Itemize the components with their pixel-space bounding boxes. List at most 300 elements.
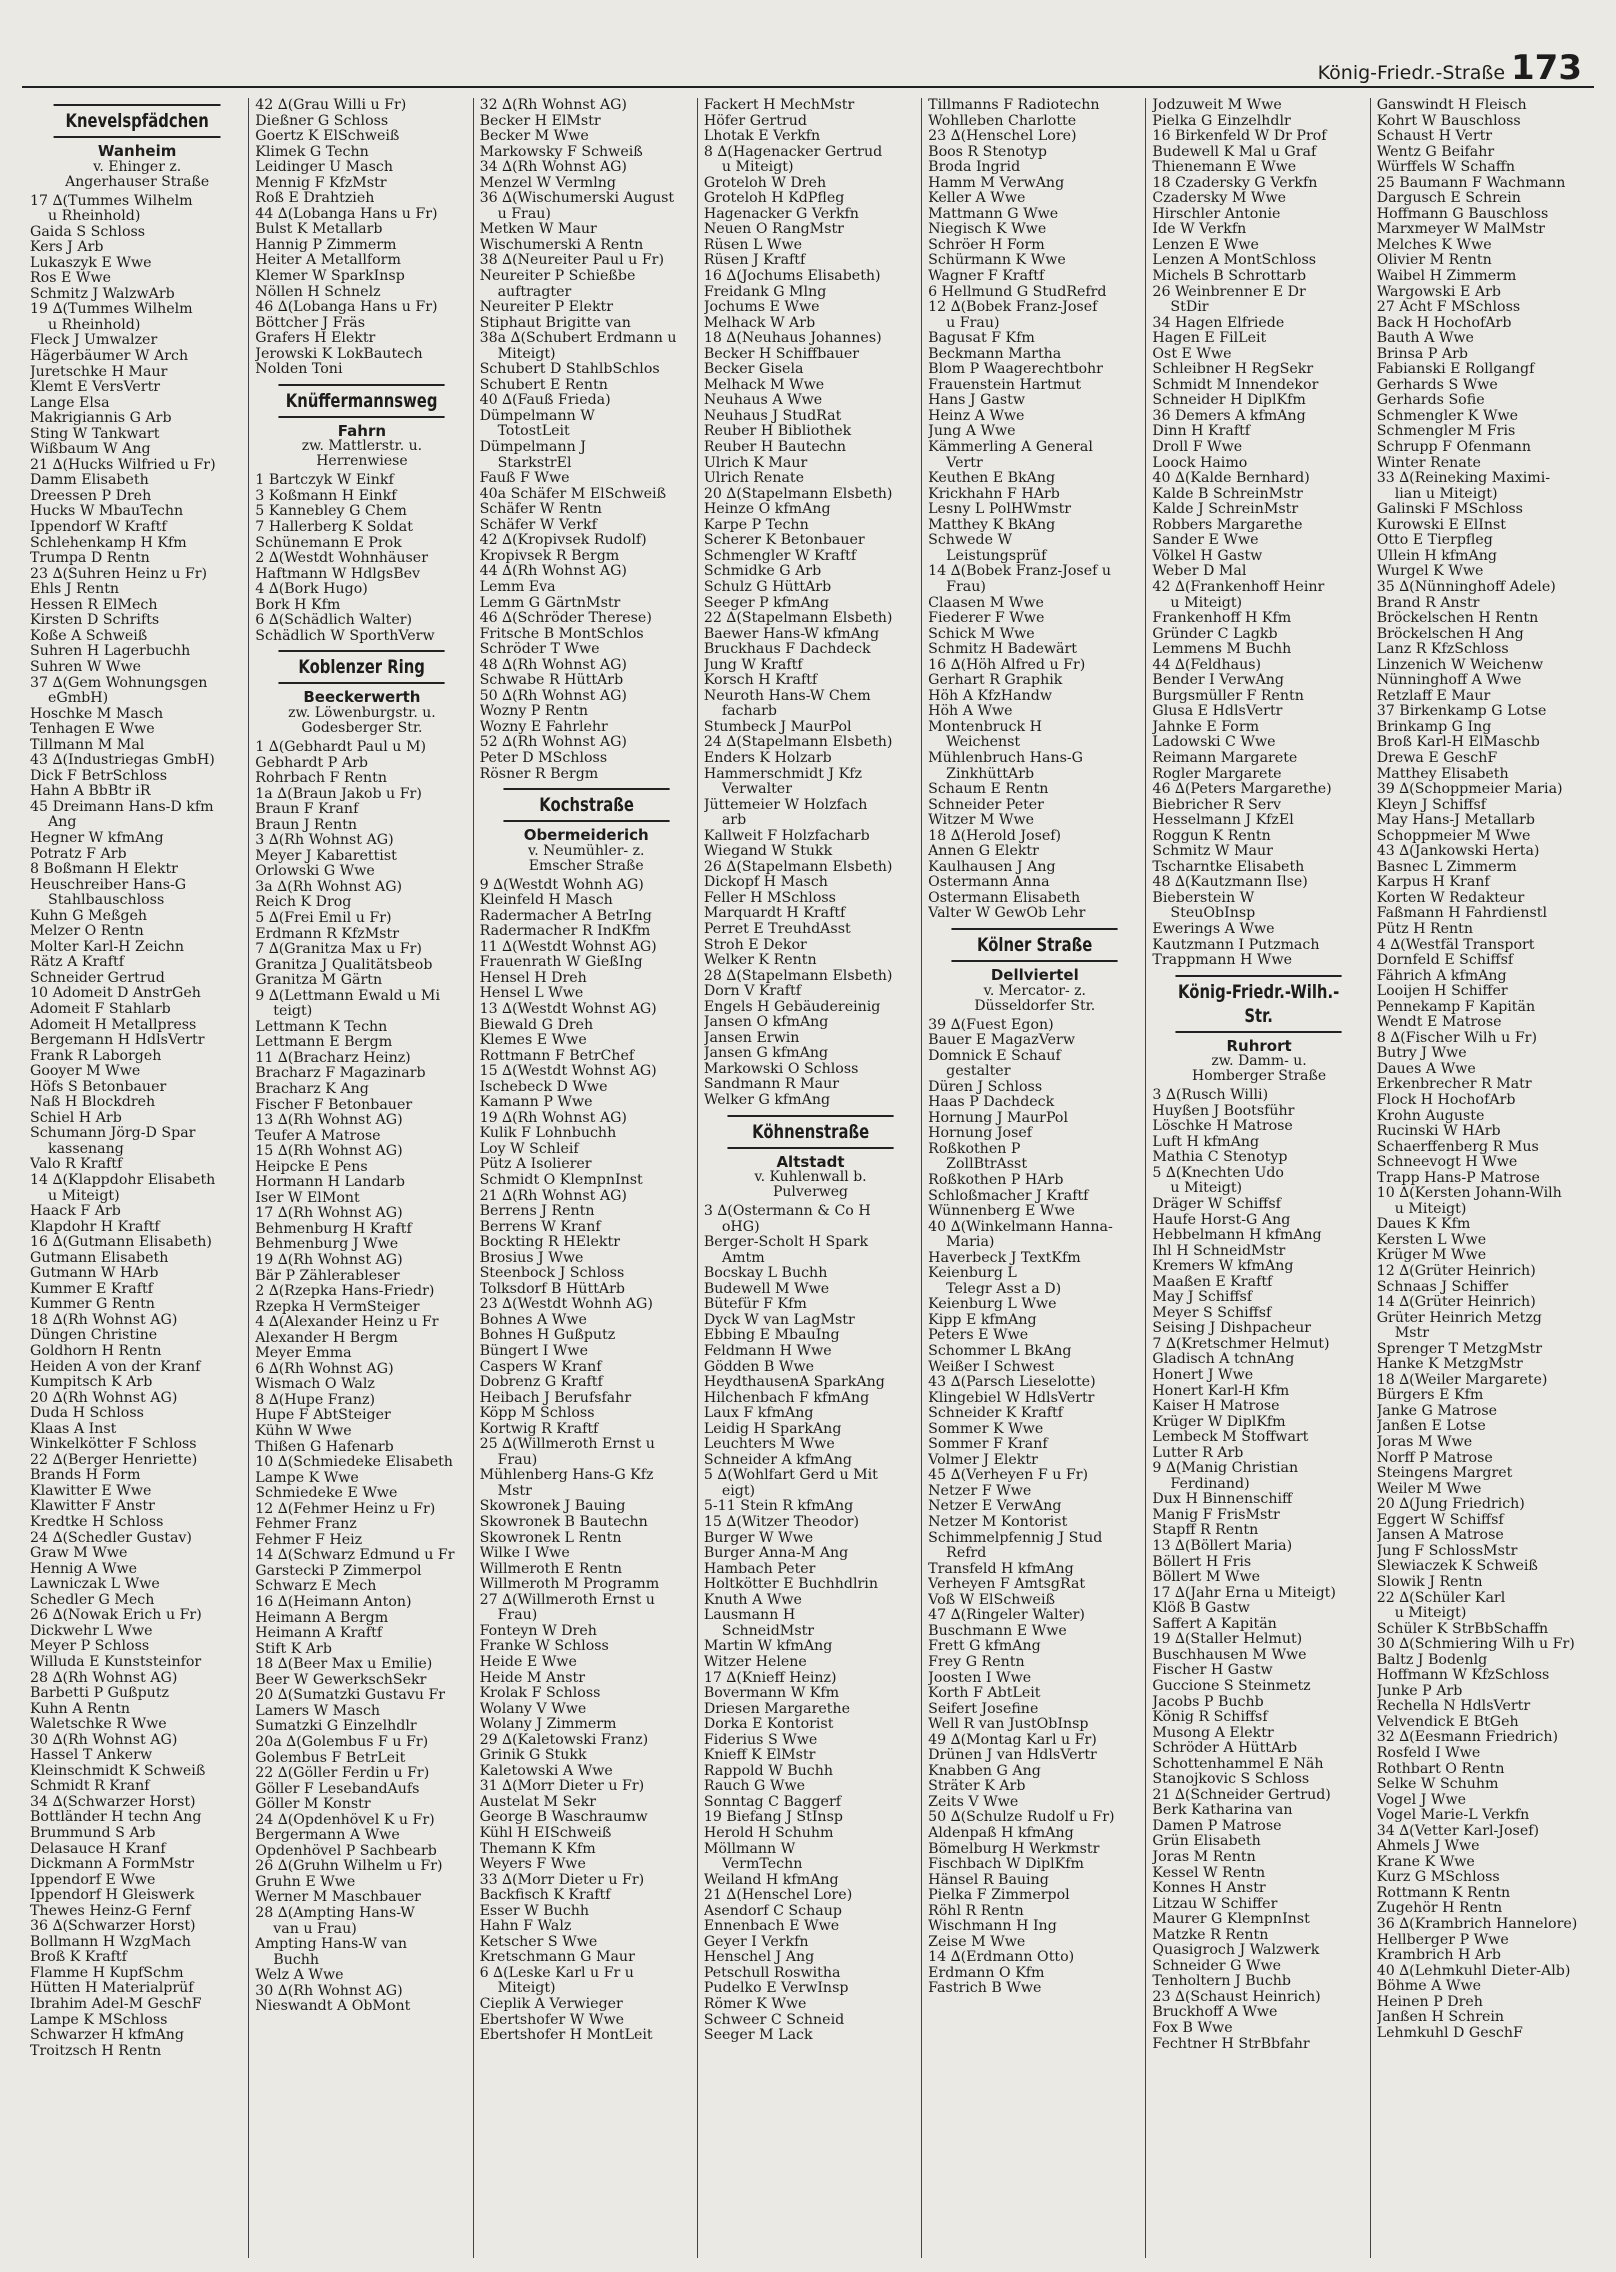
- directory-entry: Seifert Josefine: [928, 1701, 1039, 1717]
- directory-entry: Barbetti P Gußputz: [30, 1686, 169, 1702]
- directory-entry: Tillmann M Mal: [30, 737, 145, 753]
- directory-entry: Ahmels J Wwe: [1376, 1839, 1480, 1855]
- directory-entry: 28 ∆(Ampting Hans-W: [255, 1905, 415, 1921]
- directory-entry: Bröckelschen H Rentn: [1376, 611, 1539, 627]
- directory-entry: Römer K Wwe: [703, 1996, 807, 2012]
- directory-entry: Broda Ingrid: [928, 160, 1021, 176]
- directory-entry: Bieberstein W: [1152, 890, 1255, 906]
- street-name: Knevelspfädchen: [54, 104, 221, 138]
- directory-entry: Willmeroth M Programm: [479, 1577, 660, 1593]
- street-range: Herrenwiese: [316, 453, 408, 470]
- directory-entry: Fehmer F Heiz: [255, 1532, 363, 1548]
- directory-entry: Berger-Scholt H Spark: [703, 1235, 869, 1251]
- directory-entry: 47 ∆(Ringeler Walter): [928, 1608, 1085, 1624]
- directory-entry: 16 ∆(Jochums Elisabeth): [703, 269, 881, 285]
- directory-entry: Skowronek J Bauing: [479, 1499, 626, 1515]
- directory-entry: Rogler Margarete: [1152, 766, 1282, 782]
- directory-entry: Rappold W Buchh: [703, 1763, 834, 1779]
- directory-entry: Kremers W kfmAng: [1152, 1259, 1294, 1275]
- directory-entry: Amtm: [721, 1250, 765, 1266]
- directory-entry: Kühl H EISchweiß: [479, 1825, 612, 1841]
- directory-entry: Bergermann A Wwe: [255, 1828, 400, 1844]
- directory-entry: 21 ∆(Schneider Gertrud): [1152, 1787, 1331, 1803]
- directory-entry: Grün Elisabeth: [1152, 1834, 1261, 1850]
- directory-entry: Bockting R HElektr: [479, 1235, 620, 1251]
- directory-entry: Bömelburg H Werkmstr: [928, 1841, 1100, 1857]
- directory-entry: Lesny L PolHWmstr: [928, 502, 1072, 518]
- directory-entry: Graw M Wwe: [30, 1546, 128, 1562]
- directory-entry: Behmenburg H Kraftf: [255, 1221, 412, 1237]
- directory-entry: 52 ∆(Rh Wohnst AG): [479, 735, 627, 751]
- directory-entry: Schünemann E Prok: [255, 535, 402, 551]
- directory-entry: Wargowski E Arb: [1376, 284, 1501, 300]
- directory-entry: 8 ∆(Hupe Franz): [255, 1392, 375, 1408]
- directory-entry: Groteloh H KdPfleg: [703, 191, 845, 207]
- directory-entry: 33 ∆(Morr Dieter u Fr): [479, 1872, 645, 1888]
- directory-entry: 42 ∆(Grau Willi u Fr): [255, 98, 407, 113]
- directory-entry: Ennenbach E Wwe: [703, 1919, 840, 1935]
- directory-entry: Korten W Redakteur: [1376, 890, 1525, 906]
- directory-entry: Klingebiel W HdlsVertr: [928, 1390, 1095, 1406]
- directory-entry: Feldmann H Wwe: [703, 1344, 832, 1360]
- directory-entry: Dornfeld E Schiffsf: [1376, 953, 1514, 969]
- directory-entry: Fonteyn W Dreh: [479, 1623, 597, 1639]
- directory-entry: Damm Elisabeth: [30, 473, 149, 489]
- directory-entry: StarkstrEl: [497, 455, 572, 471]
- street-heading: [480, 788, 693, 874]
- directory-entry: Schneevogt H Wwe: [1376, 1155, 1518, 1171]
- directory-entry: Konnes H Anstr: [1152, 1881, 1266, 1897]
- directory-entry: Neuhaus J StudRat: [703, 408, 842, 424]
- directory-entry: 5 Kannebley G Chem: [255, 504, 407, 520]
- directory-entry: Krohn Auguste: [1376, 1108, 1485, 1124]
- directory-entry: Troitzsch H Rentn: [30, 2043, 162, 2059]
- directory-entry: 5 ∆(Knechten Udo: [1152, 1165, 1284, 1181]
- directory-entry: Pudelko E VerwInsp: [703, 1981, 849, 1997]
- directory-entry: Haas P Dachdeck: [928, 1095, 1055, 1111]
- directory-entry: Gaida S Schloss: [30, 224, 146, 240]
- directory-entry: Knieff K ElMstr: [703, 1748, 816, 1764]
- directory-entry: Wischumerski A Rentn: [479, 237, 644, 253]
- directory-entry: Hahn A BbBtr iR: [30, 784, 151, 800]
- directory-entry: Sandmann R Maur: [703, 1077, 840, 1093]
- directory-entry: Pütz H Rentn: [1376, 921, 1474, 937]
- directory-entry: Höh A Wwe: [928, 704, 1013, 720]
- street-name: Knüffermannsweg: [279, 384, 445, 418]
- directory-entry: Radermacher R IndKfm: [479, 924, 651, 940]
- directory-entry: Ide W Verkfn: [1152, 222, 1247, 238]
- directory-entry: Ostermann Anna: [928, 875, 1050, 891]
- directory-entry: Blom P Waagerechtbohr: [928, 362, 1103, 378]
- directory-entry: 19 ∆(Tummes Wilhelm: [30, 302, 193, 318]
- directory-entry: Joosten I Wwe: [928, 1670, 1032, 1686]
- directory-entry: Hilchenbach F kfmAng: [703, 1390, 870, 1406]
- directory-entry: Göller M Konstr: [255, 1797, 371, 1813]
- directory-entry: Reich K Drog: [255, 895, 352, 911]
- directory-entry: Trapp Hans-P Matrose: [1376, 1170, 1540, 1186]
- directory-entry: Willmeroth E Rentn: [479, 1561, 622, 1577]
- directory-entry: Rosfeld I Wwe: [1376, 1745, 1481, 1761]
- directory-entry: oHG): [721, 1219, 760, 1235]
- directory-entry: Lausmann H: [703, 1608, 796, 1624]
- directory-entry: Erdmann O Kfm: [928, 1965, 1045, 1981]
- directory-entry: Weiland H kfmAng: [703, 1872, 839, 1888]
- directory-entry: Schnaas J Schiffer: [1376, 1279, 1509, 1295]
- directory-entry: 2 ∆(Rzepka Hans-Friedr): [255, 1284, 435, 1300]
- directory-entry: Hänsel R Bauing: [928, 1872, 1049, 1888]
- directory-entry: Kersten L Wwe: [1376, 1232, 1487, 1248]
- directory-entry: Frau): [497, 1452, 538, 1468]
- directory-entry: Lembeck M Stoffwart: [1152, 1430, 1309, 1446]
- directory-entry: Bürgers E Kfm: [1376, 1388, 1484, 1404]
- directory-entry: Jansen G kfmAng: [703, 1046, 829, 1062]
- directory-entry: 6 ∆(Rh Wohnst AG): [255, 1361, 394, 1377]
- directory-entry: Dux H Binnenschiff: [1152, 1492, 1293, 1508]
- directory-entry: 44 ∆(Feldhaus): [1152, 657, 1262, 673]
- directory-entry: arb: [721, 813, 747, 829]
- directory-entry: Teufer A Matrose: [255, 1128, 381, 1144]
- directory-entry: Drewa E GeschF: [1376, 750, 1498, 766]
- directory-entry: 18 ∆(Herold Josef): [928, 828, 1062, 844]
- directory-entry: Czadersky M Wwe: [1152, 191, 1287, 207]
- directory-entry: 18 ∆(Beer Max u Emilie): [255, 1657, 433, 1673]
- directory-entry: Mstr: [1394, 1326, 1429, 1342]
- directory-entry: Dümpelmann J: [479, 440, 586, 456]
- directory-entry: Netzer E VerwAng: [928, 1499, 1062, 1515]
- directory-entry: 9 ∆(Lettmann Ewald u Mi: [255, 988, 440, 1004]
- directory-entry: Schneider G Wwe: [1152, 1958, 1282, 1974]
- directory-entry: 6 ∆(Schädlich Walter): [255, 613, 413, 629]
- directory-entry: 43 ∆(Parsch Lieselotte): [928, 1375, 1096, 1391]
- directory-entry: 20a ∆(Golembus F u Fr): [255, 1734, 429, 1750]
- directory-column: [697, 98, 921, 2258]
- directory-entry: Dickopf H Masch: [703, 875, 828, 891]
- directory-entry: Kumpitsch K Arb: [30, 1375, 153, 1391]
- directory-entry: Hornung Josef: [928, 1126, 1032, 1142]
- directory-entry: Maaßen E Kraftf: [1152, 1274, 1273, 1290]
- directory-entry: Trumpa D Rentn: [30, 551, 150, 567]
- directory-entry: gestalter: [946, 1064, 1011, 1080]
- street-range: Homberger Straße: [1191, 1068, 1327, 1085]
- directory-entry: Matzke R Rentn: [1152, 1927, 1269, 1943]
- directory-entry: 4 ∆(Westfäl Transport: [1376, 937, 1535, 953]
- directory-entry: Jansen O kfmAng: [703, 1015, 829, 1031]
- directory-entry: 23 ∆(Schaust Heinrich): [1152, 1989, 1321, 2005]
- directory-entry: Maria): [946, 1235, 995, 1251]
- directory-entry: Kämmerling A General: [928, 440, 1093, 456]
- directory-entry: Schubert D StahlbSchlos: [479, 362, 660, 378]
- directory-entry: Back H HochofArb: [1376, 315, 1512, 331]
- directory-entry: Leidinger U Masch: [255, 160, 393, 176]
- directory-entry: Hagenacker G Verkfn: [703, 206, 859, 222]
- directory-entry: Kummer E Kraftf: [30, 1281, 153, 1297]
- directory-entry: Backfisch K Kraftf: [479, 1888, 611, 1904]
- directory-entry: Dick F BetrSchloss: [30, 768, 168, 784]
- directory-entry: Franke W Schloss: [479, 1639, 609, 1655]
- directory-entry: Heuschreiber Hans-G: [30, 877, 187, 893]
- directory-entry: Petschull Roswitha: [703, 1965, 841, 1981]
- directory-entry: Fiederer F Wwe: [928, 611, 1045, 627]
- directory-entry: Hensel H Dreh: [479, 970, 587, 986]
- directory-entry: Rüsen L Wwe: [703, 237, 803, 253]
- directory-entry: Martin W kfmAng: [703, 1639, 833, 1655]
- directory-entry: Bovermann W Kfm: [703, 1686, 840, 1702]
- directory-entry: u Miteigt): [1170, 595, 1243, 611]
- directory-entry: 25 ∆(Willmeroth Ernst u: [479, 1437, 655, 1453]
- directory-entry: Goldhorn H Rentn: [30, 1344, 162, 1360]
- street-name: Kochstraße: [503, 788, 669, 822]
- directory-entry: Schneider Peter: [928, 797, 1044, 813]
- directory-entry: Kallweit F Holzfacharb: [703, 828, 870, 844]
- directory-entry: Rzepka H VermSteiger: [255, 1299, 420, 1315]
- district-name: Ruhrort: [1226, 1036, 1292, 1055]
- directory-entry: Schloßmacher J Kraftf: [928, 1188, 1089, 1204]
- directory-entry: Haftmann W HdlgsBev: [255, 566, 421, 582]
- directory-entry: Bender I VerwAng: [1152, 673, 1284, 689]
- directory-entry: Holtkötter E Buchhdlrin: [703, 1577, 878, 1593]
- directory-entry: Pennekamp F Kapitän: [1376, 999, 1536, 1015]
- directory-entry: Alexander H Bergm: [255, 1330, 398, 1346]
- directory-entry: Fechtner H StrBbfahr: [1152, 2036, 1310, 2052]
- directory-entry: 3a ∆(Rh Wohnst AG): [255, 879, 403, 895]
- directory-entry: Themann K Kfm: [479, 1841, 596, 1857]
- directory-entry: Refrd: [946, 1546, 987, 1562]
- directory-entry: Frau): [946, 579, 986, 595]
- directory-entry: 35 ∆(Nünninghoff Adele): [1376, 579, 1556, 595]
- directory-entry: Ippendorf E Wwe: [30, 1872, 156, 1888]
- street-range: Pulverweg: [772, 1184, 848, 1201]
- directory-entry: Bocskay L Buchh: [703, 1266, 828, 1282]
- directory-entry: 14 ∆(Schwarz Edmund u Fr: [255, 1548, 455, 1564]
- directory-entry: 20 ∆(Jung Friedrich): [1376, 1497, 1525, 1513]
- directory-entry: Schaerffenberg R Mus: [1376, 1139, 1539, 1155]
- directory-entry: 26 ∆(Gruhn Wilhelm u Fr): [255, 1859, 443, 1875]
- directory-entry: Bork H Kfm: [255, 597, 341, 613]
- directory-entry: Pielka G Einzelhdlr: [1152, 113, 1291, 129]
- directory-entry: u Rheinhold): [48, 209, 141, 225]
- directory-entry: Schädlich W SporthVerw: [255, 628, 435, 644]
- directory-entry: Hammerschmidt J Kfz: [703, 766, 862, 782]
- directory-entry: Gutmann Elisabeth: [30, 1250, 169, 1266]
- directory-entry: Miteigt): [497, 346, 556, 362]
- directory-entry: Brosius J Wwe: [479, 1250, 584, 1266]
- directory-entry: Schürmann K Wwe: [928, 253, 1066, 269]
- directory-entry: Böttcher J Fräs: [255, 315, 365, 331]
- directory-entry: Böllert M Wwe: [1152, 1570, 1261, 1586]
- directory-entry: Sting W Tankwart: [30, 426, 160, 442]
- directory-entry: Caspers W Kranf: [479, 1359, 602, 1375]
- directory-entry: Matthey Elisabeth: [1376, 766, 1509, 782]
- directory-entry: Nolden Toni: [255, 362, 343, 378]
- directory-entry: Kredtke H Schloss: [30, 1515, 164, 1531]
- directory-entry: Melzer O Rentn: [30, 924, 144, 940]
- directory-entry: Nünninghoff A Wwe: [1376, 673, 1522, 689]
- directory-entry: 19 ∆(Rh Wohnst AG): [479, 1110, 627, 1126]
- directory-entry: Lanz R KfzSchloss: [1376, 642, 1509, 658]
- directory-entry: Krambrich H Arb: [1376, 1948, 1501, 1964]
- directory-entry: Brinsa P Arb: [1376, 346, 1469, 362]
- directory-entry: 4 ∆(Bork Hugo): [255, 582, 368, 598]
- directory-entry: Schulz G HüttArb: [703, 579, 832, 595]
- directory-entry: Markowski O Schloss: [703, 1061, 859, 1077]
- directory-entry: Valo R Kraftf: [30, 1157, 123, 1173]
- directory-entry: Schmitz J WalzwArb: [30, 286, 175, 302]
- directory-entry: eigt): [721, 1483, 756, 1499]
- directory-entry: 28 ∆(Rh Wohnst AG): [30, 1670, 178, 1686]
- directory-entry: Kalde B SchreinMstr: [1152, 486, 1303, 502]
- directory-entry: Ganswindt H Fleisch: [1376, 98, 1527, 113]
- directory-entry: Kalde J SchreinMstr: [1152, 502, 1299, 518]
- directory-entry: Klawitter E Wwe: [30, 1483, 152, 1499]
- street-name: Kölner Straße: [952, 928, 1118, 962]
- directory-entry: Schubert E Rentn: [479, 377, 608, 393]
- street-name: Koblenzer Ring: [279, 650, 445, 684]
- directory-entry: Volmer J Elektr: [928, 1452, 1038, 1468]
- directory-entry: Esser W Buchh: [479, 1903, 590, 1919]
- directory-entry: Litzau W Schiffer: [1152, 1896, 1278, 1912]
- directory-entry: SteuObInsp: [1170, 906, 1256, 922]
- directory-entry: 7 Hallerberg K Soldat: [255, 520, 413, 536]
- directory-entry: Thißen G Hafenarb: [255, 1439, 394, 1455]
- directory-entry: Gerhards Sofie: [1376, 393, 1485, 409]
- directory-entry: Biebricher R Serv: [1152, 797, 1282, 813]
- directory-entry: Lutter R Arb: [1152, 1445, 1244, 1461]
- directory-entry: 11 ∆(Bracharz Heinz): [255, 1050, 411, 1066]
- directory-entry: Wilke I Wwe: [479, 1546, 570, 1562]
- directory-entry: Fox B Wwe: [1152, 2020, 1233, 2036]
- directory-entry: Hambach Peter: [703, 1561, 816, 1577]
- directory-entry: Heimann A Kraftf: [255, 1626, 383, 1642]
- directory-entry: 3 ∆(Ostermann & Co H: [703, 1204, 871, 1220]
- directory-column: [473, 98, 697, 2258]
- directory-entry: Maurer G KlempnInst: [1152, 1912, 1310, 1928]
- directory-entry: 32 ∆(Rh Wohnst AG): [479, 98, 627, 113]
- directory-entry: Orlowski G Wwe: [255, 864, 375, 880]
- directory-entry: Gründer C Lagkb: [1152, 626, 1278, 642]
- directory-entry: Rätz A Kraftf: [30, 955, 124, 971]
- directory-entry: Bruckhoff A Wwe: [1152, 2005, 1278, 2021]
- directory-entry: Goertz K ElSchweiß: [255, 129, 400, 145]
- directory-entry: Hebbelmann H kfmAng: [1152, 1228, 1322, 1244]
- directory-entry: Neuroth Hans-W Chem: [703, 688, 871, 704]
- directory-entry: Schmidt R Kranf: [30, 1779, 150, 1795]
- directory-entry: Kirsten D Schrifts: [30, 613, 160, 629]
- page-number: 173: [1511, 48, 1582, 88]
- directory-entry: Groteloh W Dreh: [703, 175, 827, 191]
- directory-entry: Stift K Arb: [255, 1641, 332, 1657]
- directory-entry: 43 ∆(Industriegas GmbH): [30, 753, 215, 769]
- directory-entry: Transfeld H kfmAng: [928, 1561, 1074, 1577]
- directory-entry: 9 ∆(Manig Christian: [1152, 1461, 1299, 1477]
- directory-entry: Weber D Mal: [1152, 564, 1247, 580]
- directory-entry: Ippendorf H Gleiswerk: [30, 1888, 195, 1904]
- directory-entry: Wohlleben Charlotte: [928, 113, 1077, 129]
- directory-entry: Hessen R ElMech: [30, 597, 158, 613]
- directory-entry: 22 ∆(Göller Ferdin u Fr): [255, 1766, 430, 1782]
- directory-entry: Fiderius S Wwe: [703, 1732, 818, 1748]
- directory-entry: Jochums E Wwe: [703, 300, 820, 316]
- directory-entry: Meyer Emma: [255, 1346, 352, 1362]
- directory-entry: Schiel H Arb: [30, 1110, 122, 1126]
- directory-entry: Korth F AbtLeit: [928, 1686, 1041, 1702]
- directory-entry: Krüger M Wwe: [1376, 1248, 1487, 1264]
- directory-entry: Adomeit F Stahlarb: [30, 1001, 171, 1017]
- directory-entry: Kleinfeld H Masch: [479, 893, 613, 909]
- directory-entry: 28 ∆(Stapelmann Elsbeth): [703, 968, 893, 984]
- directory-entry: Waibel H Zimmerm: [1376, 269, 1517, 285]
- directory-entry: Dickwehr L Wwe: [30, 1623, 153, 1639]
- directory-entry: 6 ∆(Leske Karl u Fr u: [479, 1965, 634, 1981]
- directory-entry: Heide E Wwe: [479, 1654, 577, 1670]
- directory-entry: Naß H Blockdreh: [30, 1095, 156, 1111]
- directory-entry: Telegr Asst a D): [946, 1281, 1062, 1297]
- directory-entry: Feller H MSchloss: [703, 890, 836, 906]
- directory-entry: van u Frau): [273, 1921, 357, 1937]
- directory-entry: 16 ∆(Heimann Anton): [255, 1595, 412, 1611]
- directory-entry: Frey G Rentn: [928, 1654, 1025, 1670]
- directory-entry: Keienburg L Wwe: [928, 1297, 1057, 1313]
- directory-entry: Wurgel K Wwe: [1376, 564, 1484, 580]
- directory-entry: Böllert H Fris: [1152, 1554, 1252, 1570]
- street-range: Düsseldorfer Str.: [974, 997, 1096, 1014]
- directory-entry: Keuthen E BkAng: [928, 471, 1056, 487]
- directory-entry: Saffert A Kapitän: [1152, 1616, 1277, 1632]
- directory-entry: Lehmkuhl D GeschF: [1376, 2025, 1523, 2041]
- directory-entry: Ewerings A Wwe: [1152, 921, 1275, 937]
- directory-column: [24, 98, 248, 2258]
- directory-entry: Garstecki P Zimmerpol: [255, 1563, 422, 1579]
- directory-entry: Grüter Heinrich Metzg: [1376, 1310, 1542, 1326]
- directory-entry: 20 ∆(Stapelmann Elsbeth): [703, 486, 893, 502]
- directory-entry: Henschel J Ang: [703, 1950, 815, 1966]
- directory-entry: 12 ∆(Fehmer Heinz u Fr): [255, 1501, 436, 1517]
- directory-entry: Hassel T Ankerw: [30, 1748, 153, 1764]
- directory-entry: 17 ∆(Rh Wohnst AG): [255, 1206, 403, 1222]
- directory-entry: Ebertshofer W Wwe: [479, 2012, 624, 2028]
- directory-entry: Wentz G Beifahr: [1376, 144, 1495, 160]
- directory-entry: Klapdohr H Kraftf: [30, 1219, 160, 1235]
- directory-entry: 15 ∆(Witzer Theodor): [703, 1515, 860, 1531]
- directory-entry: Erdmann R KfzMstr: [255, 926, 400, 942]
- directory-entry: Löschke H Matrose: [1152, 1119, 1293, 1135]
- directory-entry: Makrigiannis G Arb: [30, 411, 172, 427]
- directory-entry: Rechella N HdlsVertr: [1376, 1699, 1531, 1715]
- directory-entry: 8 ∆(Hagenacker Gertrud: [703, 144, 883, 160]
- directory-entry: Ibrahim Adel-M GeschF: [30, 1996, 202, 2012]
- directory-entry: 8 ∆(Fischer Wilh u Fr): [1376, 1030, 1537, 1046]
- directory-entry: Bruckhaus F Dachdeck: [703, 642, 871, 658]
- directory-entry: Gebhardt P Arb: [255, 755, 368, 771]
- directory-entry: Weißer I Schwest: [928, 1359, 1055, 1375]
- directory-entry: May Hans-J Metallarb: [1376, 813, 1535, 829]
- directory-entry: Roßkothen P: [928, 1141, 1021, 1157]
- directory-entry: Biewald G Dreh: [479, 1017, 594, 1033]
- directory-entry: Jung W Kraftf: [703, 657, 803, 673]
- directory-entry: Baltz J Bodenlg: [1376, 1652, 1488, 1668]
- directory-entry: Kamann P Wwe: [479, 1095, 593, 1111]
- directory-column: [921, 98, 1145, 2258]
- directory-entry: 40 ∆(Kalde Bernhard): [1152, 471, 1310, 487]
- directory-entry: Hesselmann J KfzEl: [1152, 813, 1294, 829]
- directory-entry: Lawniczak L Wwe: [30, 1577, 160, 1593]
- directory-entry: Ebertshofer H MontLeit: [479, 2028, 653, 2044]
- directory-entry: Vogel J Wwe: [1376, 1792, 1467, 1808]
- directory-entry: Hoschke M Masch: [30, 706, 164, 722]
- directory-entry: lian u Miteigt): [1394, 486, 1498, 502]
- directory-entry: Tenhagen E Wwe: [30, 722, 155, 738]
- directory-entry: Honert J Wwe: [1152, 1368, 1254, 1384]
- directory-columns: [24, 98, 1594, 2258]
